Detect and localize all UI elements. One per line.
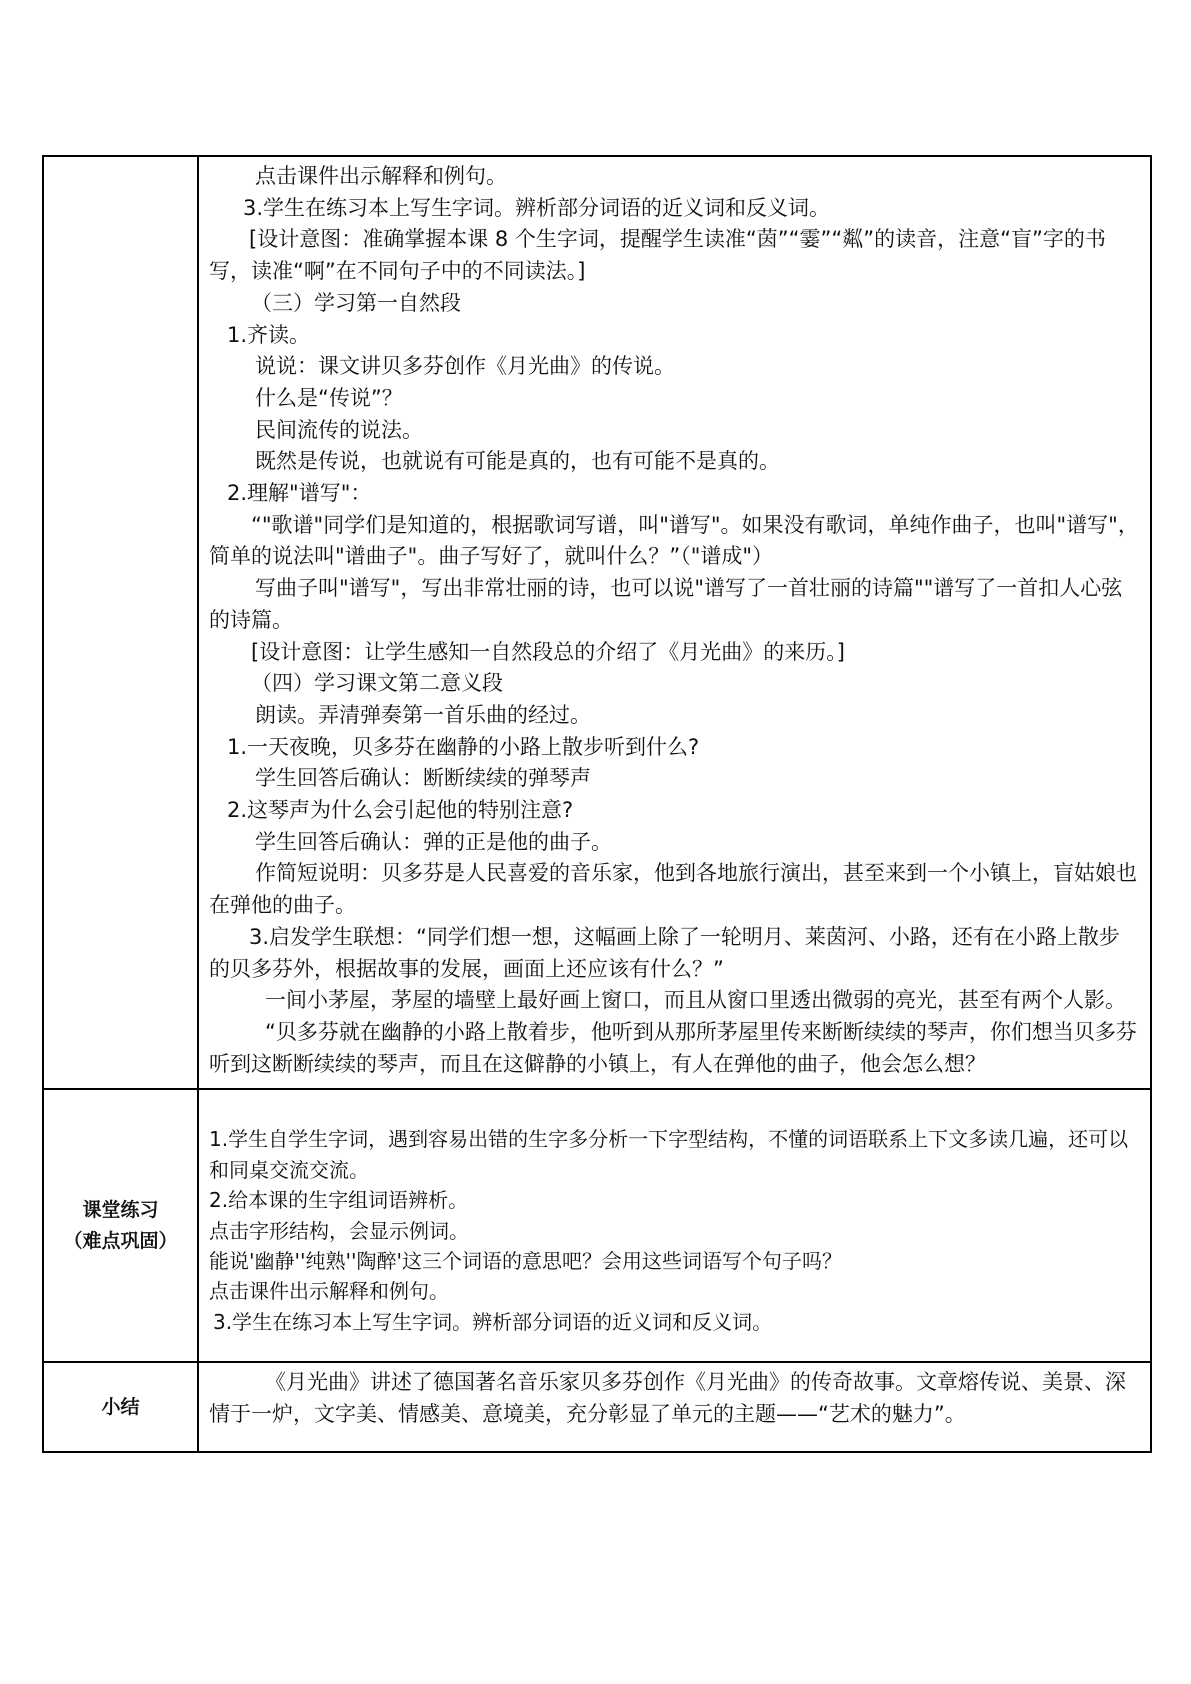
table-row	[43, 1089, 1151, 1362]
table-row	[43, 1362, 1151, 1452]
paragraph: 说说：课文讲贝多芬创作《月光曲》的传说。	[255, 354, 675, 379]
paragraph: 学生回答后确认：断断续续的弹琴声	[255, 766, 591, 791]
paragraph: 民间流传的说法。	[255, 417, 423, 442]
section-heading: （四）学习课文第二意义段	[251, 671, 503, 696]
process-content	[198, 156, 1151, 1089]
row-label-summary: 小结	[43, 1362, 198, 1452]
section-heading: （三）学习第一自然段	[251, 290, 461, 315]
paragraph: 什么是“传说”？	[255, 385, 403, 410]
table-row	[43, 156, 1151, 1089]
paragraph: 作简短说明：贝多芬是人民喜爱的音乐家，他到各地旅行演出，甚至来到一个小镇上，盲姑娘也在弹他的曲子。	[209, 861, 1137, 918]
paragraph: 一间小茅屋，茅屋的墙壁上最好画上窗口，而且从窗口里透出微弱的亮光，甚至有两个人影。	[265, 988, 1126, 1013]
paragraph: 写曲子叫"谱写"，写出非常壮丽的诗，也可以说"谱写了一首壮丽的诗篇""谱写了一首扣人心弦的诗篇。	[209, 576, 1123, 632]
paragraph: 2.这琴声为什么会引起他的特别注意?	[227, 798, 574, 823]
paragraph: 朗读。弄清弹奏第一首乐曲的经过。	[255, 702, 591, 727]
paragraph: 3.学生在练习本上写生字词。辨析部分词语的近义词和反义词。	[243, 195, 831, 220]
exercise-label-line-2: （难点巩固）	[63, 1229, 178, 1252]
paragraph: 3.学生在练习本上写生字词。辨析部分词语的近义词和反义词。	[213, 1309, 773, 1334]
paragraph: [设计意图：准确掌握本课 8 个生字词，提醒学生读准“茵”“霎”“粼”的读音，注意“盲”字的书写，读准“啊”在不同句子中的不同读法。]	[209, 227, 1106, 284]
paragraph: 点击课件出示解释和例句。	[209, 1279, 449, 1304]
row-label-exercise	[43, 1089, 198, 1362]
paragraph: 点击课件出示解释和例句。	[255, 164, 507, 188]
paragraph: 1.学生自学生字词，遇到容易出错的生字多分析一下字型结构，不懂的词语联系上下文多读几遍，还可以和同桌交流交流。	[209, 1127, 1129, 1182]
row-label-process	[43, 156, 198, 1089]
paragraph: [设计意图：让学生感知一自然段总的介绍了《月光曲》的来历。]	[251, 639, 845, 664]
paragraph: 既然是传说，也就说有可能是真的，也有可能不是真的。	[255, 449, 780, 474]
exercise-content	[198, 1089, 1151, 1362]
paragraph: 2.给本课的生字组词语辨析。	[209, 1188, 469, 1213]
paragraph: 点击字形结构，会显示例词。	[209, 1218, 469, 1243]
exercise-label-line-1: 课堂练习	[82, 1198, 159, 1221]
paragraph: 1.齐读。	[227, 322, 311, 347]
paragraph: “贝多芬就在幽静的小路上散着步，他听到从那所茅屋里传来断断续续的琴声，你们想当贝多芬听到这断断续续的琴声，而且在这僻静的小镇上，有人在弹他的曲子，他会怎么想？	[209, 1019, 1137, 1076]
lesson-plan-table	[42, 155, 1152, 1453]
paragraph: 1.一天夜晚，贝多芬在幽静的小路上散步听到什么?	[227, 734, 700, 759]
paragraph: 3.启发学生联想：“同学们想一想，这幅画上除了一轮明月、莱茵河、小路，还有在小路上散步的贝多芬外，根据故事的发展，画面上还应该有什么？”	[209, 924, 1120, 981]
summary-content	[198, 1362, 1151, 1452]
paragraph: “"歌谱"同学们是知道的，根据歌词写谱，叫"谱写"。如果没有歌词，单纯作曲子，也叫"谱写"，简单的说法叫"谱曲子"。曲子写好了，就叫什么？”（"谱成"）	[209, 512, 1139, 569]
paragraph: 2.理解"谱写"：	[227, 481, 372, 506]
paragraph: 能说'幽静''纯熟''陶醉'这三个词语的意思吧？会用这些词语写个句子吗？	[209, 1249, 842, 1274]
paragraph: 《月光曲》讲述了德国著名音乐家贝多芬创作《月光曲》的传奇故事。文章熔传说、美景、深情于一炉，文字美、情感美、意境美，充分彰显了单元的主题——“艺术的魅力”。	[209, 1370, 1126, 1426]
paragraph: 学生回答后确认：弹的正是他的曲子。	[255, 829, 612, 854]
